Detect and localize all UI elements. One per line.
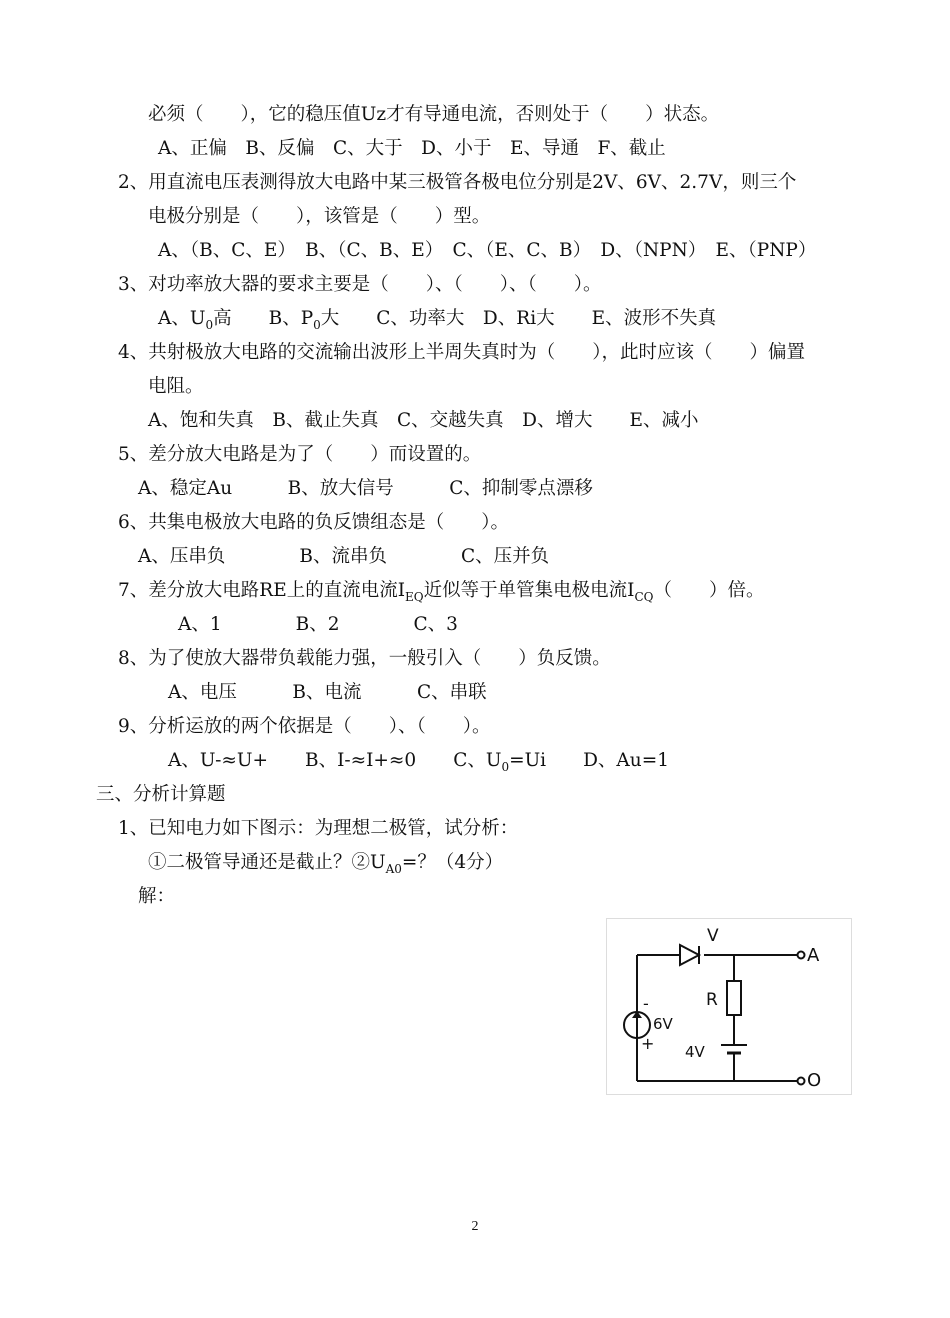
q7-stem: 7、差分放大电路RE上的直流电流$I_{EQ}$近似等于单管集电极电流$I_{CQ}$（ ）倍。: [118, 580, 765, 604]
q2-options: A、（B、C、E） B、（C、B、E） C、（E、C、B） D、（NPN） E、（PNP）: [158, 240, 817, 261]
q5-options: A、稳定Au B、放大信号 C、抑制零点漂移: [138, 478, 593, 499]
q3-stem: 3、对功率放大器的要求主要是（ ）、（ ）、（ ）。: [118, 274, 602, 295]
battery-label: 4V: [685, 1043, 705, 1061]
q6-stem: 6、共集电极放大电路的负反馈组态是（ ）。: [118, 512, 510, 533]
section3-heading: 三、分析计算题: [96, 784, 226, 805]
q4-options: A、饱和失真 B、截止失真 C、交越失真 D、增大 E、减小: [148, 410, 699, 431]
q5-stem: 5、差分放大电路是为了（ ）而设置的。: [118, 444, 482, 465]
circuit-diagram: [606, 918, 852, 1095]
q9-stem: 9、分析运放的两个依据是（ ）、（ ）。: [118, 716, 491, 737]
q7-options: A、1 B、2 C、3: [178, 614, 458, 635]
page-number: 2: [471, 1219, 479, 1234]
answer-label: 解：: [138, 886, 176, 907]
resistor-label: R: [706, 990, 718, 1010]
circuit-svg: [607, 919, 851, 1094]
q8-stem: 8、为了使放大器带负载能力强，一般引入（ ）负反馈。: [118, 648, 611, 669]
q1-options: A、正偏 B、反偏 C、大于 D、小于 E、导通 F、截止: [158, 138, 666, 159]
source-plus: +: [641, 1034, 655, 1053]
q4-stem-line1: 4、共射极放大电路的交流输出波形上半周失真时为（ ），此时应该（ ）偏置: [118, 342, 806, 363]
q4-stem-line2: 电阻。: [148, 376, 204, 397]
q6-options: A、压串负 B、流串负 C、压并负: [138, 546, 550, 567]
terminal-a-node: [798, 952, 805, 959]
source-label: 6V: [653, 1015, 673, 1033]
q2-stem-line1: 2、用直流电压表测得放大电路中某三极管各极电位分别是2V、6V、2.7V，则三个: [118, 172, 797, 193]
diode-label: V: [707, 926, 719, 946]
q2-stem-line2: 电极分别是（ ），该管是（ ）型。: [148, 206, 491, 227]
q3-options: A、$U_0$高 B、$P_0$大 C、功率大 D、Ri大 E、波形不失真: [158, 308, 717, 332]
terminal-a-label: A: [807, 945, 820, 966]
resistor-icon: [727, 981, 741, 1015]
terminal-o-label: O: [807, 1070, 822, 1091]
problem1-stem: 1、已知电力如下图示：为理想二极管，试分析：: [118, 818, 519, 839]
q8-options: A、电压 B、电流 C、串联: [168, 682, 487, 703]
diode-icon: [680, 945, 699, 965]
terminal-o-node: [798, 1078, 805, 1085]
problem1-question: ①二极管导通还是截止？$②U_{A0}=$？（4分）: [148, 852, 504, 876]
q1-stem-cont: 必须（ ），它的稳压值Uz才有导通电流，否则处于（ ）状态。: [148, 104, 720, 125]
q9-options: A、U-≈U+ B、I-≈I+≈0 C、$U_0=Ui$ D、Au=1: [168, 750, 669, 774]
source-minus: -: [643, 994, 649, 1013]
